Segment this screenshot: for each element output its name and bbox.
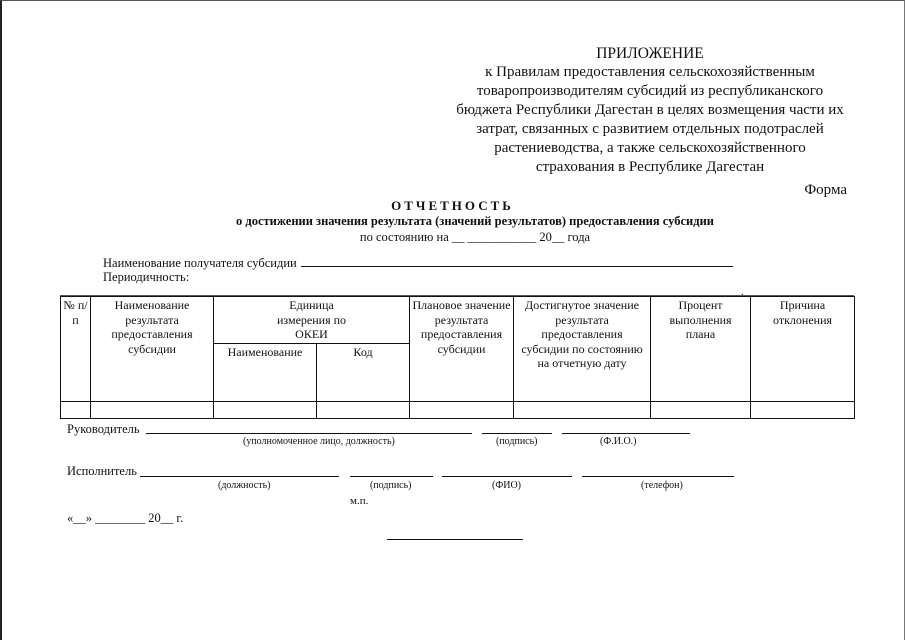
signature-date-line: «__» ________ 20__ г.: [67, 511, 184, 525]
header-percent: Процент выполнения плана: [651, 297, 751, 402]
appendix-line: затрат, связанных с развитием отдельных подотраслей: [476, 121, 824, 137]
appendix-block: [440, 44, 860, 177]
appendix-line: товаропроизводителям субсидий из республиканского: [476, 83, 824, 99]
exec-caption-name: (ФИО): [492, 480, 522, 491]
header-unit-code: Код: [317, 343, 410, 401]
footer-line: [387, 527, 523, 540]
report-table: [60, 296, 855, 419]
report-date-line: по состоянию на __ ___________ 20__ года: [359, 230, 591, 244]
header-unit-name: Наименование: [214, 343, 317, 401]
header-reason: Причина отклонения: [751, 297, 855, 402]
head-name-line[interactable]: [562, 421, 690, 434]
report-subtitle: о достижении значения результата (значений результатов) предоставления субсидии: [236, 214, 714, 228]
exec-name-line[interactable]: [442, 464, 572, 477]
header-no: № п/п: [61, 297, 91, 402]
head-sign-line[interactable]: [482, 421, 552, 434]
periodicity-label: Периодичность:: [103, 270, 190, 284]
recipient-input-line[interactable]: [301, 255, 733, 267]
head-caption-name: (Ф.И.О.): [600, 436, 637, 447]
appendix-line: к Правилам предоставления сельскохозяйственным: [485, 64, 815, 80]
head-position-line[interactable]: [146, 421, 472, 434]
table-cell[interactable]: [91, 401, 214, 418]
exec-phone-line[interactable]: [582, 464, 734, 477]
table-cell[interactable]: [317, 401, 410, 418]
table-cell[interactable]: [61, 401, 91, 418]
head-label: Руководитель: [67, 422, 140, 436]
header-planned: Плановое значение результата предоставления субсидии: [410, 297, 514, 402]
exec-sign-line[interactable]: [350, 464, 433, 477]
executor-label: Исполнитель: [67, 464, 137, 478]
recipient-label: Наименование получателя субсидии: [103, 256, 297, 270]
appendix-line: страхования в Республике Дагестан: [535, 159, 765, 175]
head-caption-sign: (подпись): [496, 436, 538, 447]
form-label: Форма: [804, 182, 847, 198]
appendix-line: бюджета Республики Дагестан в целях возмещения части их: [456, 102, 844, 118]
exec-caption-phone: (телефон): [641, 480, 683, 491]
stray-dot: .: [741, 287, 744, 298]
header-result-name: Наименование результата предоставления субсидии: [91, 297, 214, 402]
stamp-label: м.п.: [350, 495, 369, 507]
appendix-line: растениеводства, а также сельскохозяйственного: [494, 140, 806, 156]
exec-caption-position: (должность): [218, 480, 271, 491]
exec-caption-sign: (подпись): [370, 480, 412, 491]
table-cell[interactable]: [514, 401, 651, 418]
table-cell[interactable]: [751, 401, 855, 418]
head-caption-position: (уполномоченное лицо, должность): [243, 436, 395, 447]
table-cell[interactable]: [410, 401, 514, 418]
recipient-row: [103, 255, 733, 271]
appendix-title: ПРИЛОЖЕНИЕ: [596, 45, 704, 62]
header-achieved: Достигнутое значение результата предоставления субсидии по состоянию на отчетную дату: [514, 297, 651, 402]
report-title: ОТЧЕТНОСТЬ: [391, 198, 514, 213]
exec-position-line[interactable]: [140, 464, 339, 477]
table-cell[interactable]: [651, 401, 751, 418]
table-cell[interactable]: [214, 401, 317, 418]
table-row: [61, 401, 855, 418]
header-unit: Единица измерения по ОКЕИ: [214, 297, 410, 344]
